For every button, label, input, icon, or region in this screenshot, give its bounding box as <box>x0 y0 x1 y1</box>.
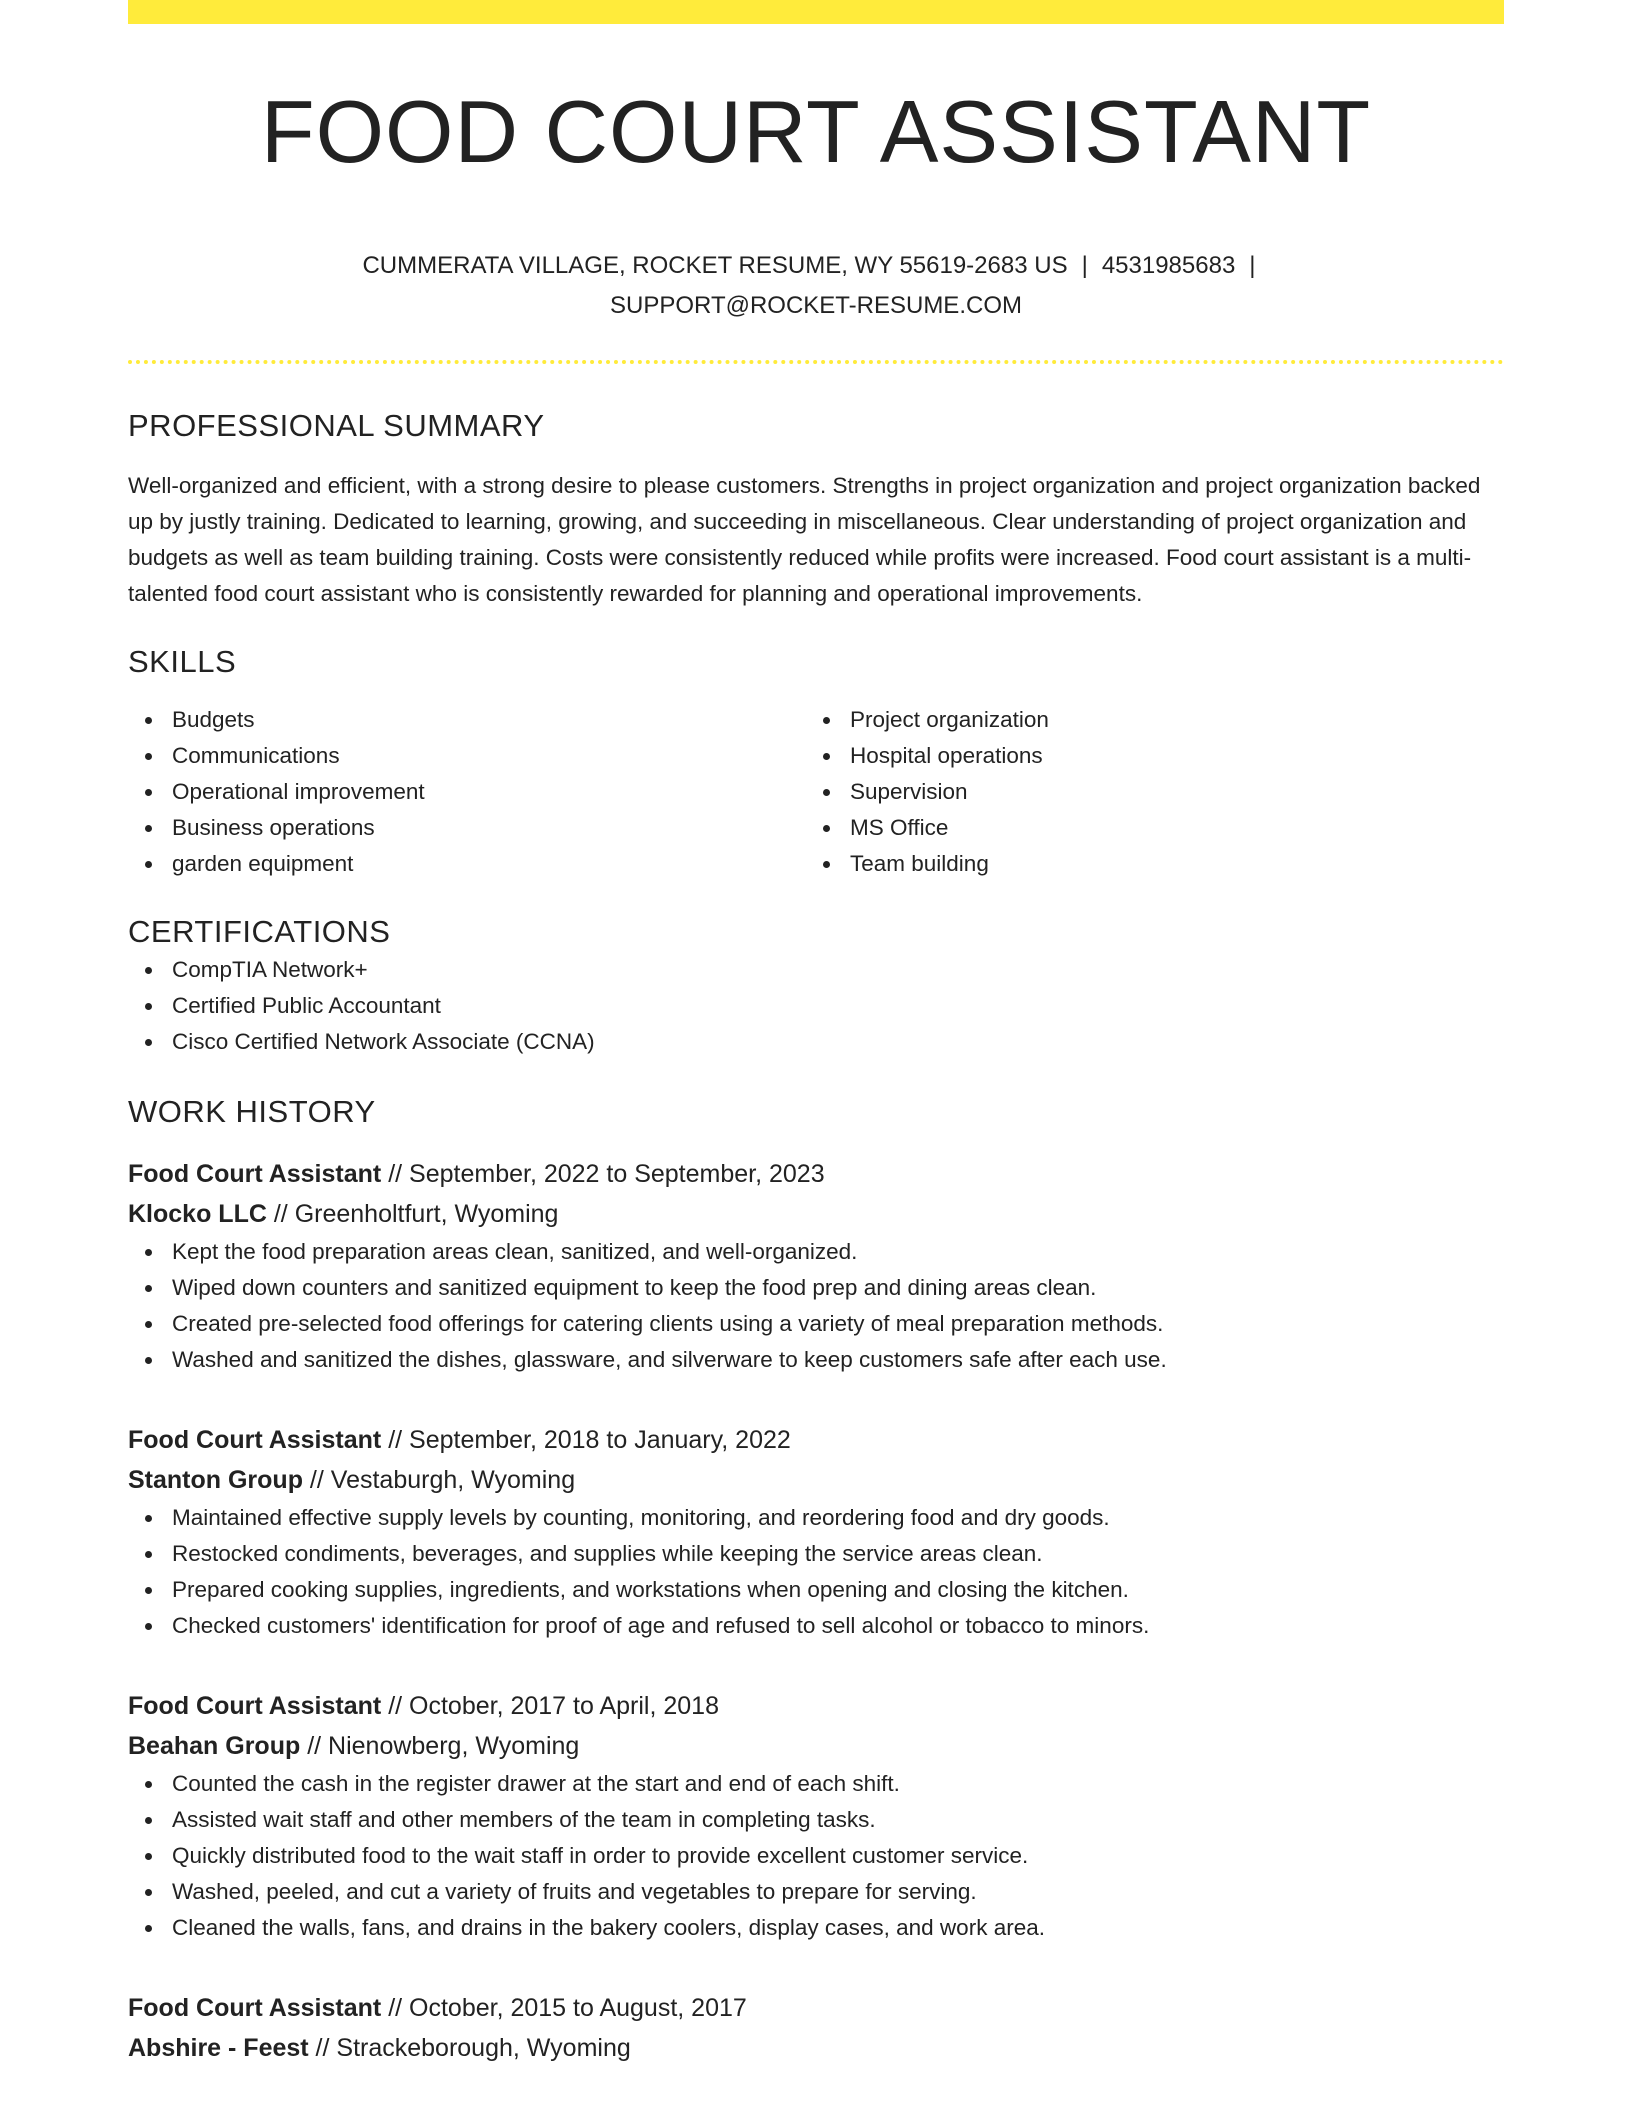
job-entry <box>128 1154 1504 1378</box>
job-title: Food Court Assistant <box>128 1426 382 1454</box>
job-company-line <box>128 1194 1504 1234</box>
job-title-line <box>128 1420 1504 1460</box>
contact-address: CUMMERATA VILLAGE, ROCKET RESUME, WY 55619-2683 US <box>362 252 1068 279</box>
skills-list-right <box>806 702 1484 882</box>
certifications-list <box>128 952 1504 1060</box>
job-bullet: Counted the cash in the register drawer at the start and end of each shift. <box>172 1766 1504 1802</box>
job-bullet: Quickly distributed food to the wait staff in order to provide excellent customer service. <box>172 1838 1504 1874</box>
job-location: // Nienowberg, Wyoming <box>300 1732 580 1760</box>
job-company-line <box>128 1460 1504 1500</box>
job-title-line <box>128 1154 1504 1194</box>
job-title-line <box>128 1686 1504 1726</box>
certification-item: Cisco Certified Network Associate (CCNA) <box>172 1024 1504 1060</box>
skill-item: Hospital operations <box>850 738 1484 774</box>
skill-item: garden equipment <box>172 846 806 882</box>
resume-page <box>128 0 1504 2068</box>
job-company: Stanton Group <box>128 1466 303 1494</box>
certification-item: CompTIA Network+ <box>172 952 1504 988</box>
job-bullet: Cleaned the walls, fans, and drains in the bakery coolers, display cases, and work area. <box>172 1910 1504 1946</box>
job-bullet: Maintained effective supply levels by counting, monitoring, and reordering food and dry goods. <box>172 1500 1504 1536</box>
job-dates: // September, 2018 to January, 2022 <box>381 1426 791 1454</box>
job-bullet: Checked customers' identification for proof of age and refused to sell alcohol or tobacco to minors. <box>172 1608 1504 1644</box>
skills-list-left <box>128 702 806 882</box>
skill-item: Operational improvement <box>172 774 806 810</box>
skill-item: Budgets <box>172 702 806 738</box>
contact-separator: | <box>1249 252 1256 279</box>
section-title-summary: PROFESSIONAL SUMMARY <box>128 408 545 443</box>
job-title-line <box>128 1988 1504 2028</box>
job-bullet: Wiped down counters and sanitized equipment to keep the food prep and dining areas clean. <box>172 1270 1504 1306</box>
job-bullet: Assisted wait staff and other members of the team in completing tasks. <box>172 1802 1504 1838</box>
job-title: Food Court Assistant <box>128 1692 382 1720</box>
job-entry <box>128 1686 1504 1946</box>
job-bullets <box>128 1234 1504 1378</box>
job-bullets <box>128 1500 1504 1644</box>
job-bullet: Washed and sanitized the dishes, glassware, and silverware to keep customers safe after each use. <box>172 1342 1504 1378</box>
skill-item: Supervision <box>850 774 1484 810</box>
summary-text: Well-organized and efficient, with a strong desire to please customers. Strengths in project organization and project organization backed up by justly training. Dedicated to learning, growing, and succeeding in miscellaneous. Clear understanding of project organization and budgets as well as team building training. Costs were consistently reduced while profits were increased. Food court assistant is a multi-talented food court assistant who is consistently rewarded for planning and operational improvements. <box>128 473 1481 606</box>
job-company-line <box>128 1726 1504 1766</box>
job-bullet: Created pre-selected food offerings for catering clients using a variety of meal preparation methods. <box>172 1306 1504 1342</box>
skill-item: Communications <box>172 738 806 774</box>
job-location: // Strackeborough, Wyoming <box>308 2034 631 2062</box>
dotted-divider <box>128 360 1504 364</box>
job-entry <box>128 1420 1504 1644</box>
job-dates: // September, 2022 to September, 2023 <box>381 1160 825 1188</box>
job-bullet: Prepared cooking supplies, ingredients, and workstations when opening and closing the kitchen. <box>172 1572 1504 1608</box>
job-company-line <box>128 2028 1504 2068</box>
job-bullet: Kept the food preparation areas clean, sanitized, and well-organized. <box>172 1234 1504 1270</box>
job-bullet: Restocked condiments, beverages, and supplies while keeping the service areas clean. <box>172 1536 1504 1572</box>
skill-item: Business operations <box>172 810 806 846</box>
contact-phone: 4531985683 <box>1101 252 1236 279</box>
job-company: Abshire - Feest <box>128 2034 309 2062</box>
skill-item: MS Office <box>850 810 1484 846</box>
skills-column-left <box>128 702 806 882</box>
job-company: Beahan Group <box>128 1732 301 1760</box>
job-location: // Vestaburgh, Wyoming <box>302 1466 576 1494</box>
contact-email: SUPPORT@ROCKET-RESUME.COM <box>610 292 1022 319</box>
job-title: Food Court Assistant <box>128 1994 382 2022</box>
job-entry <box>128 1988 1504 2068</box>
job-dates: // October, 2017 to April, 2018 <box>381 1692 719 1720</box>
contact-separator: | <box>1081 252 1088 279</box>
job-company: Klocko LLC <box>128 1200 267 1228</box>
job-bullets <box>128 1766 1504 1946</box>
section-title-skills: SKILLS <box>128 644 237 679</box>
section-title-work-history: WORK HISTORY <box>128 1094 376 1129</box>
job-title: Food Court Assistant <box>128 1160 382 1188</box>
skills-grid <box>128 702 1504 882</box>
certification-item: Certified Public Accountant <box>172 988 1504 1024</box>
skill-item: Project organization <box>850 702 1484 738</box>
job-location: // Greenholtfurt, Wyoming <box>266 1200 559 1228</box>
section-title-certifications: CERTIFICATIONS <box>128 914 391 949</box>
skill-item: Team building <box>850 846 1484 882</box>
accent-top-bar <box>128 0 1504 24</box>
job-dates: // October, 2015 to August, 2017 <box>381 1994 747 2022</box>
resume-name-heading: FOOD COURT ASSISTANT <box>260 82 1372 181</box>
skills-column-right <box>806 702 1484 882</box>
contact-info <box>128 246 1504 326</box>
job-bullet: Washed, peeled, and cut a variety of fruits and vegetables to prepare for serving. <box>172 1874 1504 1910</box>
